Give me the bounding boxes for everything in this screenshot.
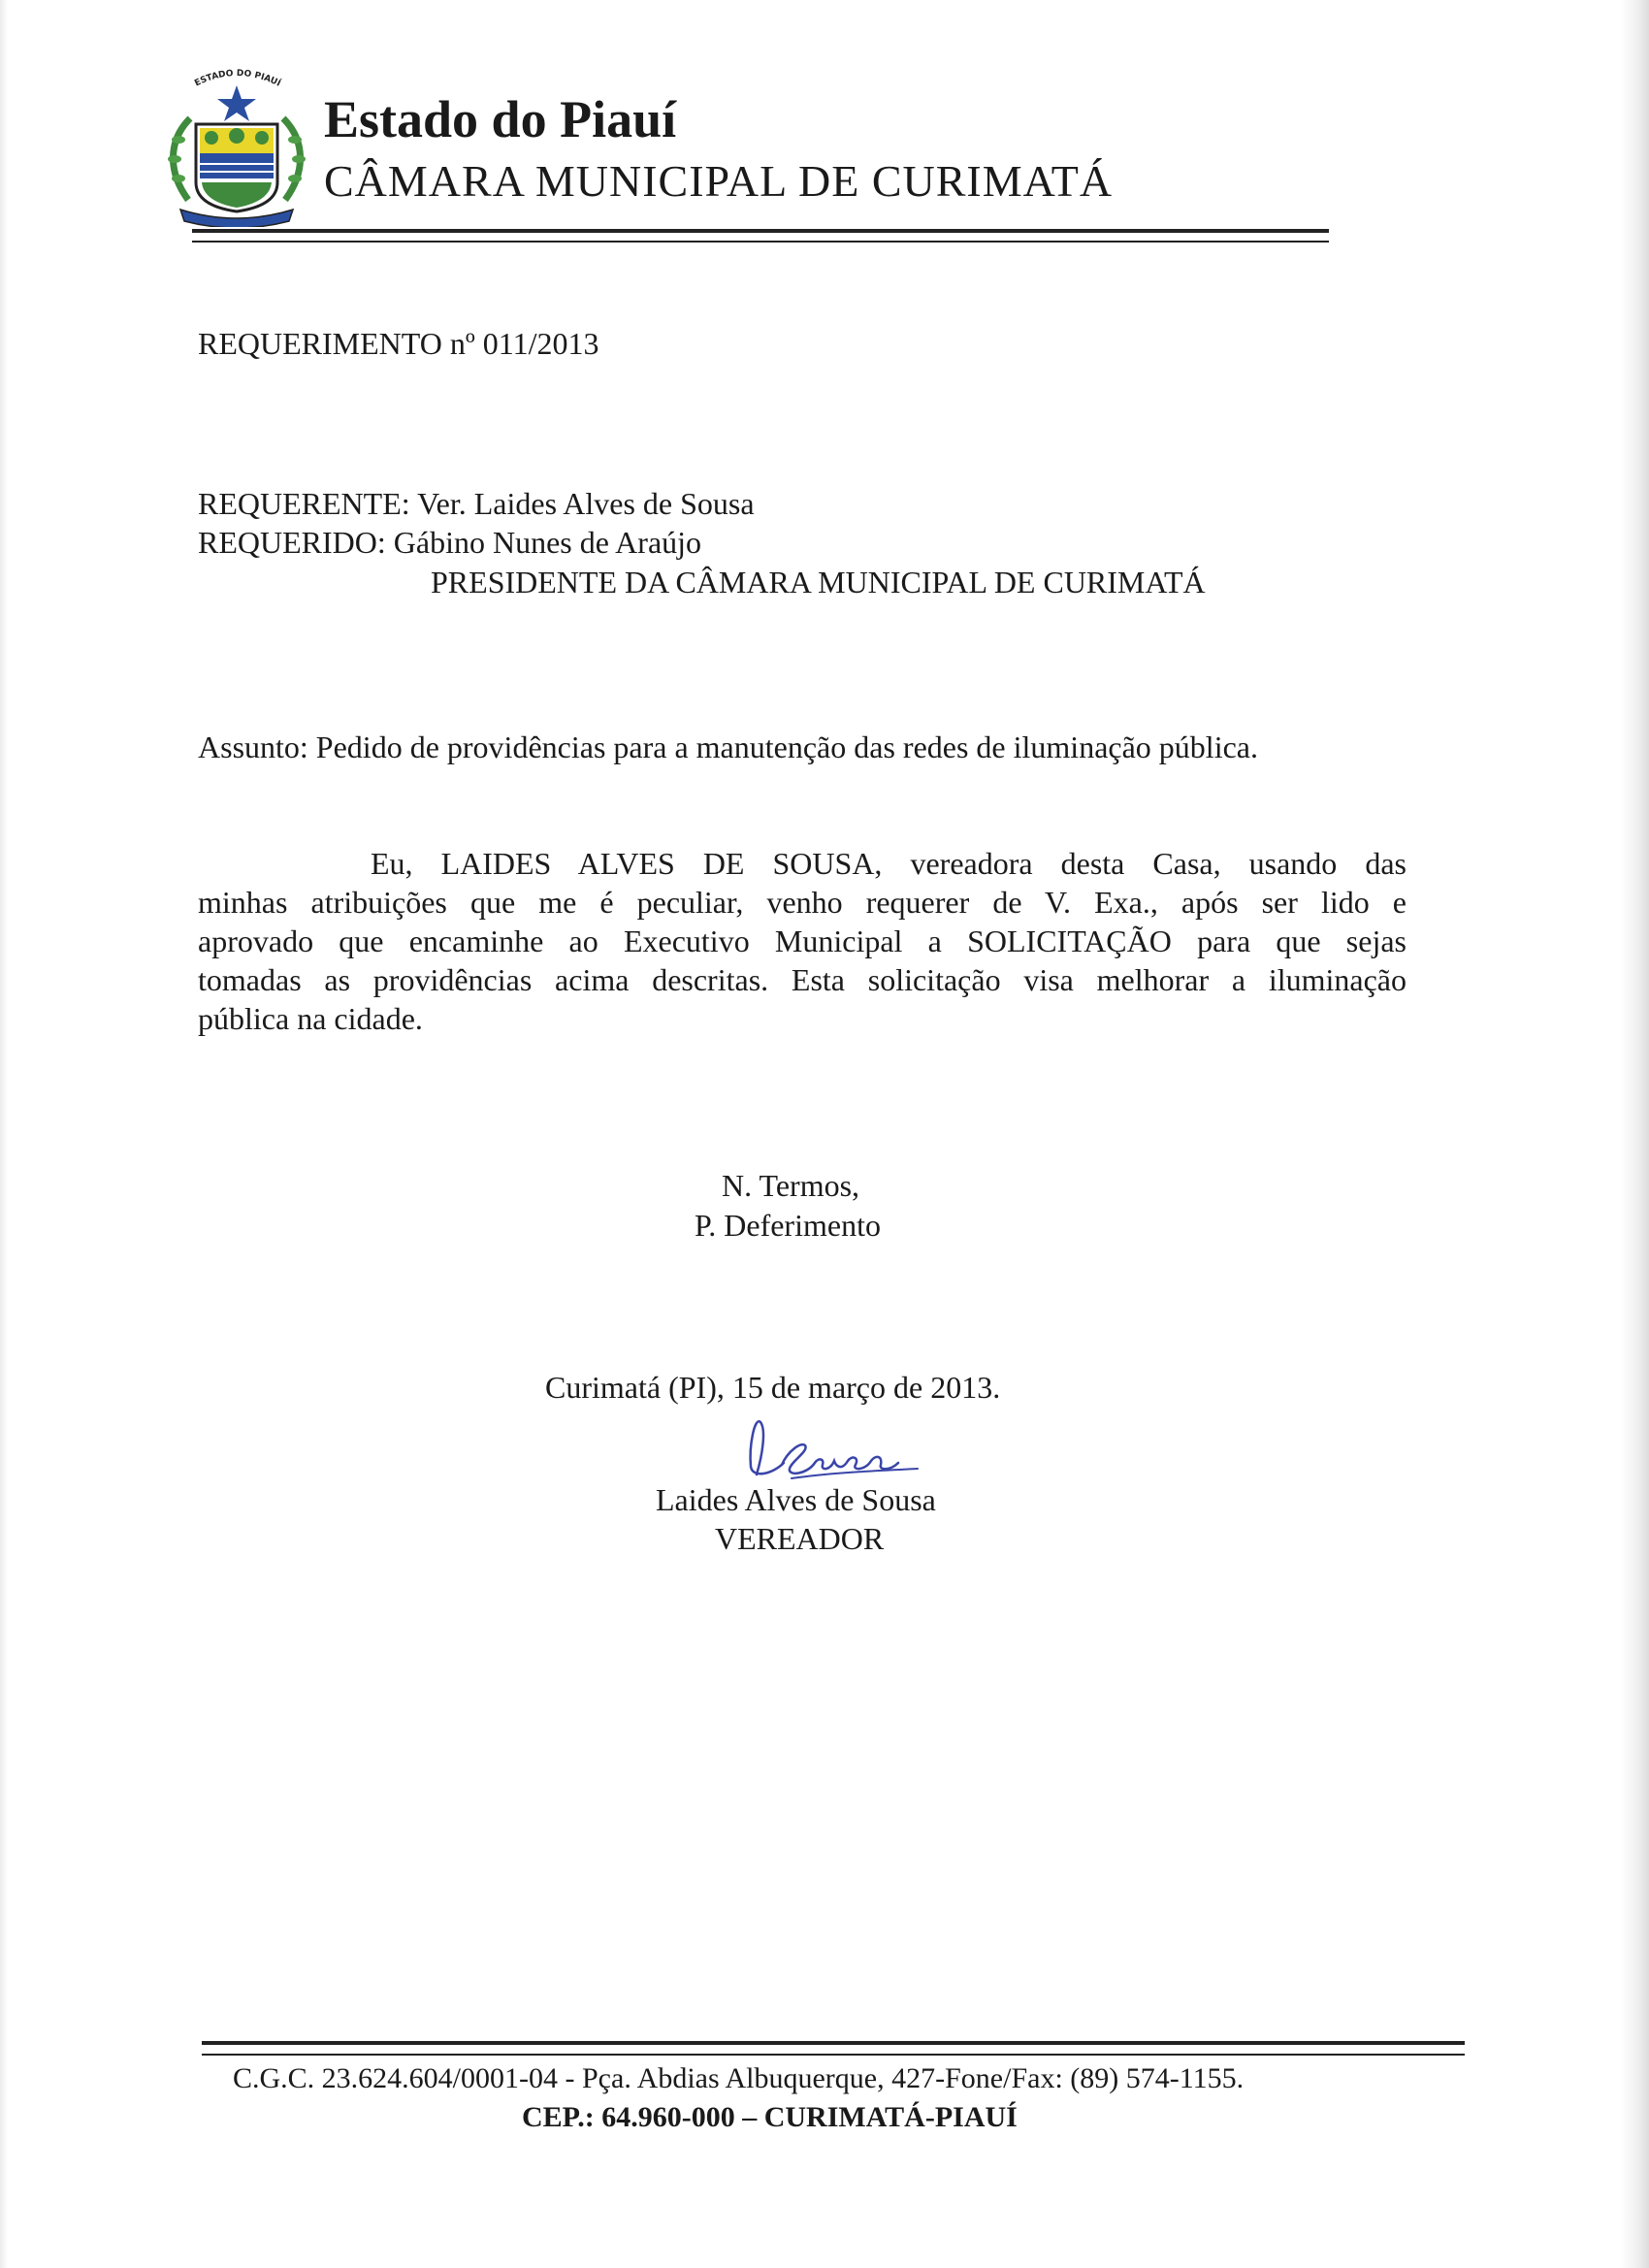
footer-address: C.G.C. 23.624.604/0001-04 - Pça. Abdias Albuquerque, 427-Fone/Fax: (89) 574-1155. — [233, 2062, 1245, 2094]
body-line: pública na cidade. — [198, 1001, 423, 1036]
body-line: Eu, LAIDES ALVES DE SOUSA, vereadora desta Casa, usando das — [371, 846, 1406, 881]
svg-text:ESTADO DO PIAUÍ — [193, 69, 283, 89]
closing-termos: N. Termos, — [722, 1168, 860, 1203]
body-line: minhas atribuições que me é peculiar, venho requerer de V. Exa., após ser lido e — [198, 885, 1406, 920]
state-title: Estado do Piauí — [324, 90, 677, 148]
signer-name: Laides Alves de Sousa — [656, 1482, 936, 1517]
scan-edge-left — [0, 0, 8, 2268]
scan-edge-right — [1620, 0, 1649, 2268]
signer-role: VEREADOR — [715, 1521, 885, 1556]
addressee-line: REQUERIDO: Gábino Nunes de Araújo — [198, 525, 702, 560]
header-divider — [192, 229, 1329, 243]
date-line: Curimatá (PI), 15 de março de 2013. — [545, 1370, 1001, 1405]
footer-postal-code: CEP.: 64.960-000 – CURIMATÁ-PIAUÍ — [522, 2101, 1018, 2133]
body-line: aprovado que encaminhe ao Executivo Municipal a SOLICITAÇÃO para que sejas — [198, 923, 1406, 958]
state-coat-of-arms — [163, 64, 310, 227]
body-line: tomadas as providências acima descritas. Esta solicitação visa melhorar a iluminação — [198, 962, 1406, 997]
footer-divider — [202, 2041, 1465, 2056]
chamber-title: CÂMARA MUNICIPAL DE CURIMATÁ — [324, 156, 1114, 206]
closing-deferimento: P. Deferimento — [695, 1208, 881, 1243]
seal-arc-text: ESTADO DO PIAUÍ — [193, 68, 282, 89]
handwritten-signature — [733, 1416, 923, 1484]
request-number: REQUERIMENTO nº 011/2013 — [198, 326, 599, 361]
subject-line: Assunto: Pedido de providências para a manutenção das redes de iluminação pública. — [198, 729, 1258, 764]
requester-line: REQUERENTE: Ver. Laides Alves de Sousa — [198, 486, 755, 521]
seal-star-icon — [217, 85, 256, 121]
request-body — [198, 844, 1406, 1038]
addressee-title: PRESIDENTE DA CÂMARA MUNICIPAL DE CURIMATÁ — [431, 565, 1206, 599]
